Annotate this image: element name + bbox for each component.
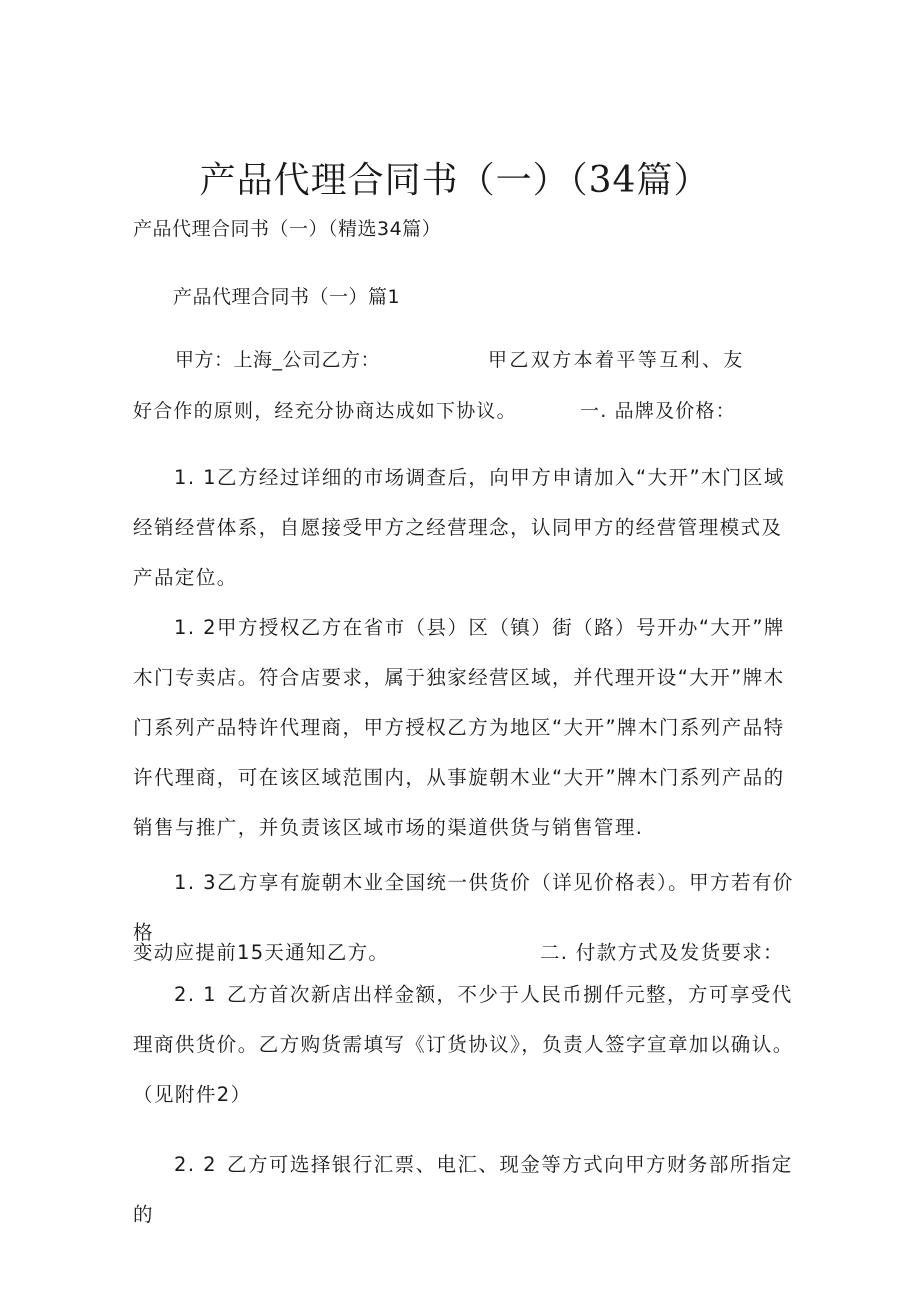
section-2-heading: 二. 付款方式及发货要求：	[540, 940, 784, 964]
clause-1-2: 1. 2甲方授权乙方在省市（县）区（镇）街（路）号开办“大开”牌木门专卖店。符合店要求，属于独家经营区域，并代理开设“大开”牌木门系列产品特许代理商，甲方授权乙方为地区“大开”牌木门系列产品特许代理商，可在该区域范围内，从事旋朝木业“大开”牌木门系列产品的销售与推广，并负责该区域市场的渠道供货与销售管理.	[133, 616, 785, 839]
document-subtitle: 产品代理合同书（一）（精选34篇）	[133, 218, 442, 240]
clause-2-1-number: 2. 1	[174, 983, 218, 1006]
clause-2-2-number: 2. 2	[174, 1153, 218, 1176]
parties-right: 甲乙双方本着平等互利、友	[488, 349, 745, 371]
clause-1-3-continuation: 变动应提前15天通知乙方。	[133, 940, 390, 964]
clause-2-1	[133, 970, 803, 1120]
clause-1-3: 1. 3乙方享有旋朝木业全国统一供货价（详见价格表）。甲方若有价格	[133, 871, 794, 944]
clause-2-1-text: 乙方首次新店出样金额，不少于人民币捌仟元整，方可享受代理商供货价。乙方购货需填写《订货协议》，负责人签字宣章加以确认。（见附件2）	[133, 983, 794, 1106]
parties-left: 甲方：上海_公司乙方：	[175, 349, 381, 371]
section-heading: 产品代理合同书（一）篇1	[173, 286, 401, 308]
clause-1-1: 1. 1乙方经过详细的市场调查后，向甲方申请加入“大开”木门区域经销经营体系，自愿接受甲方之经营理念，认同甲方的经营管理模式及产品定位。	[133, 466, 785, 589]
parties-continuation: 好合作的原则，经充分协商达成如下协议。	[133, 400, 517, 422]
clause-2-2-text: 乙方可选择银行汇票、电汇、现金等方式向甲方财务部所指定的	[133, 1153, 793, 1226]
clause-2-2	[133, 1140, 803, 1240]
document-title: 产品代理合同书（一）（34篇）	[199, 160, 711, 201]
section-1-heading: 一. 品牌及价格：	[580, 400, 736, 422]
